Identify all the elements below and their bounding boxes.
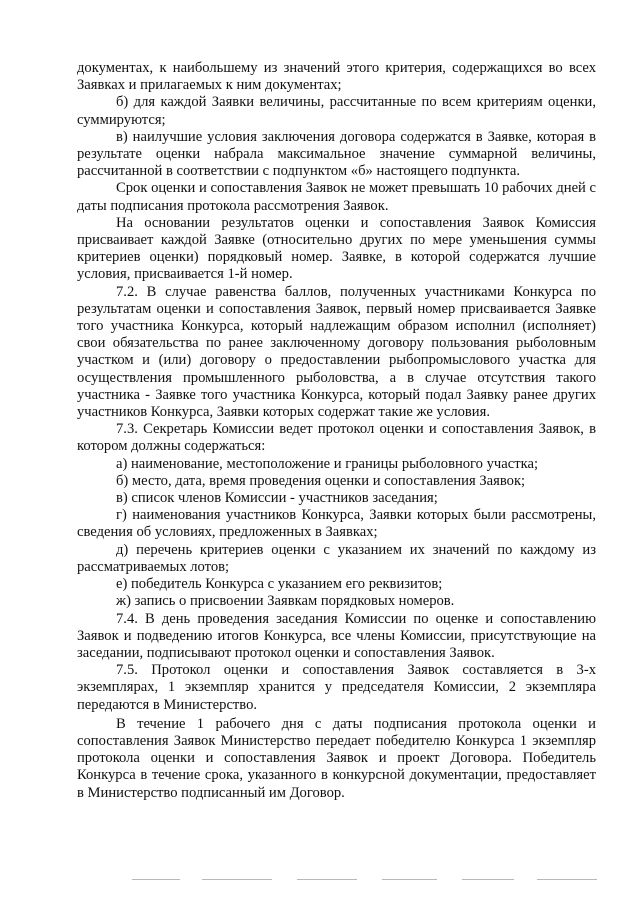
list-item-e: е) победитель Конкурса с указанием его реквизитов;: [116, 576, 443, 593]
paragraph-7-3: 7.3. Секретарь Комиссии ведет протокол оценки и сопоставления Заявок, в котором должны содержаться:: [77, 421, 596, 455]
paragraph-7-2: 7.2. В случае равенства баллов, полученных участниками Конкурса по результатам оценки и сопоставления Заявок, первый номер присваивается Заявке того участника Конкурса, который надлежащим образом исполнил (исполняет) свои обязательства по ранее заключенному договору пользования рыболовным участком и (или) договору о предоставлении рыбопромыслового участка для осуществления промышленного рыболовства, а в случае отсутствия такого участника - Заявке того участника Конкурса, который подал Заявку ранее других участников Конкурса, Заявки которых содержат такие же условия.: [77, 283, 596, 421]
paragraph-item-b-summation: б) для каждой Заявки величины, рассчитанные по всем критериям оценки, суммируются;: [77, 94, 596, 128]
paragraph-7-4: 7.4. В день проведения заседания Комиссии по оценке и сопоставлению Заявок и подведению итогов Конкурса, все члены Комиссии, присутствующие на заседании, подписывают протокол оценки и сопоставления Заявок.: [77, 610, 596, 661]
paragraph-ranking: На основании результатов оценки и сопоставления Заявок Комиссия присваивает каждой Заявке (относительно других по мере уменьшения суммы критериев оценки) порядковый номер. Заявке, в которой содержатся лучшие условия, присваивается 1-й номер.: [77, 214, 596, 283]
paragraph-criteria-continuation: документах, к наибольшему из значений этого критерия, содержащихся во всех Заявках и прилагаемых к ним документах;: [77, 60, 596, 94]
list-item-d: д) перечень критериев оценки с указанием их значений по каждому из рассматриваемых лотов;: [77, 541, 596, 575]
paragraph-item-v-best-conditions: в) наилучшие условия заключения договора содержатся в Заявке, которая в результате оценки набрала максимальное значение суммарной величины, рассчитанной в соответствии с подпунктом «б» настоящего подпункта.: [77, 128, 596, 180]
paragraph-evaluation-deadline: Срок оценки и сопоставления Заявок не может превышать 10 рабочих дней с даты подписания протокола рассмотрения Заявок.: [77, 180, 596, 214]
list-item-g: г) наименования участников Конкурса, Заявки которых были рассмотрены, сведения об условиях, предложенных в Заявках;: [77, 507, 596, 541]
list-item-b: б) место, дата, время проведения оценки и сопоставления Заявок;: [116, 472, 526, 489]
list-item-a: а) наименование, местоположение и границы рыболовного участка;: [116, 455, 538, 472]
paragraph-final-transfer: В течение 1 рабочего дня с даты подписания протокола оценки и сопоставления Заявок Министерство передает победителю Конкурса 1 экземпляр протокола оценки и сопоставления Заявок и проект Договора. Победитель Конкурса в течение срока, указанного в конкурсной документации, предоставляет в Министерство подписанный им Договор.: [77, 715, 596, 801]
list-item-v: в) список членов Комиссии - участников заседания;: [116, 490, 438, 507]
list-item-zh: ж) запись о присвоении Заявкам порядковых номеров.: [116, 593, 455, 610]
paragraph-7-5: 7.5. Протокол оценки и сопоставления Заявок составляется в 3-х экземплярах, 1 экземпляр хранится у председателя Комиссии, 2 экземпляра передаются в Министерство.: [77, 662, 596, 713]
scan-footer-lines: [132, 879, 602, 885]
document-body: [77, 60, 596, 802]
